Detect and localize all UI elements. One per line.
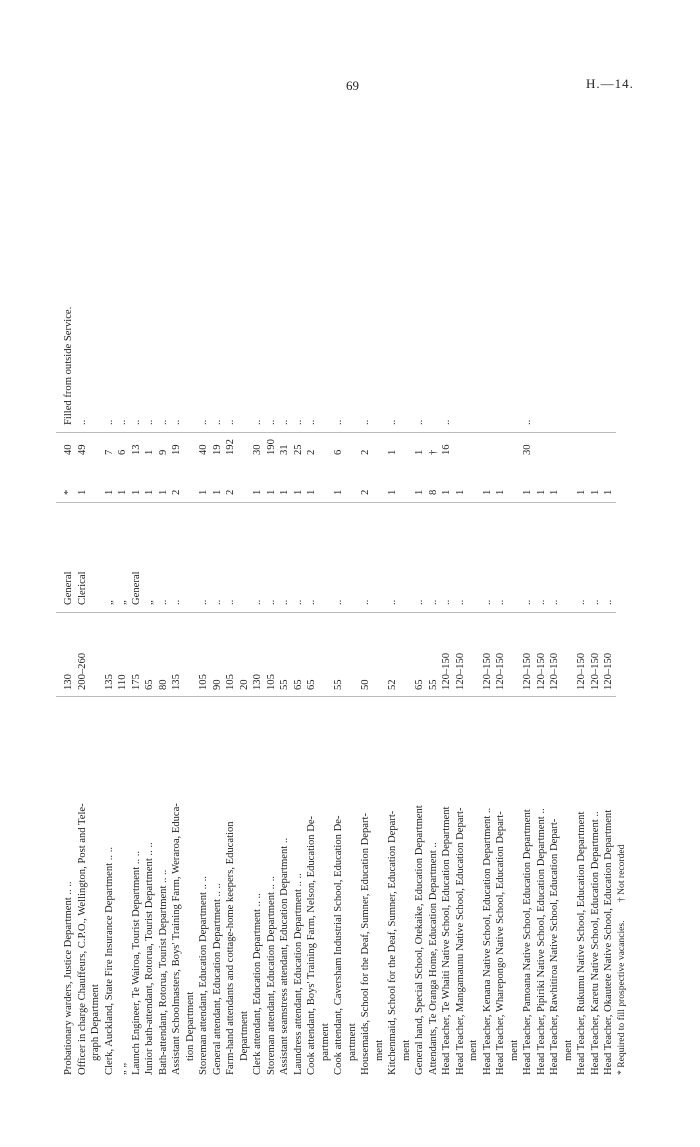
cell-desc: Housemaids, School for the Deaf, Sumner, Education Depart-	[360, 813, 371, 1075]
cell-desc: Head Teacher, Rukumu Native School, Education Department	[576, 811, 587, 1075]
table-row	[197, 215, 211, 1075]
cell-rem: ..	[225, 419, 236, 425]
cell-rem: ..	[252, 419, 263, 425]
table-row	[359, 215, 373, 1075]
cell-desc: Officer in charge Chauffeurs, C.P.O., Wellington, Post and Tele-	[76, 803, 88, 1075]
table-row	[508, 215, 522, 1075]
cell-sal: 65	[292, 679, 304, 690]
table-row	[292, 215, 306, 1075]
cell-cls: ..	[292, 599, 304, 605]
cell-rem: ..	[265, 419, 277, 425]
cell-sal: 120–150	[576, 652, 587, 690]
cell-sal: 65	[306, 679, 317, 690]
cell-sal: 120–150	[481, 652, 493, 690]
cell-app: 19	[171, 444, 182, 455]
cell-desc: Head Teacher, Karetu Native School, Education Department ..	[589, 811, 601, 1075]
cell-cls: ..	[495, 599, 506, 605]
cell-desc: ment	[562, 1039, 574, 1061]
cell-desc: Bath-attendant, Rotorua, Tourist Department .. ..	[157, 869, 169, 1075]
cell-desc: Head Teacher, Kenana Native School, Education Department ..	[481, 807, 493, 1075]
cell-app: †	[427, 449, 439, 455]
cell-cls: „	[103, 600, 115, 605]
table-row	[238, 215, 252, 1075]
cell-st: 1	[292, 489, 304, 495]
cell-st: *	[63, 489, 74, 495]
cell-st: 1	[279, 489, 290, 495]
cell-app: 31	[279, 444, 290, 455]
cell-st: 1	[198, 489, 209, 495]
cell-sal: 105	[198, 674, 209, 690]
page-number: 69	[346, 78, 359, 93]
table-row	[76, 215, 90, 1075]
cell-desc: Clerk attendant, Education Department .. ..	[252, 893, 263, 1075]
footnote-vacancies: * Required to fill prospective vacancies.	[616, 920, 627, 1075]
table-row	[332, 215, 346, 1075]
cell-desc: Head Teacher, Okautete Native School, Education Department	[603, 809, 614, 1075]
cell-rem: ..	[198, 419, 209, 425]
cell-rem: ..	[130, 419, 142, 425]
cell-cls: ..	[279, 599, 290, 605]
cell-desc: graph Department	[90, 984, 101, 1061]
cell-app: 190	[265, 439, 277, 455]
cell-st: 1	[495, 489, 506, 495]
cell-desc: Storeman attendant, Education Department .. ..	[198, 876, 209, 1075]
cell-desc: tion Department	[184, 991, 196, 1061]
document-reference: H.—14.	[586, 76, 634, 91]
cell-st: 1	[535, 489, 547, 495]
cell-app: 1	[414, 449, 425, 455]
cell-st: 1	[603, 489, 614, 495]
cell-sal: 130	[252, 674, 263, 690]
cell-rem: ..	[360, 419, 371, 425]
cell-st: 1	[576, 489, 587, 495]
cell-sal: 50	[360, 679, 371, 690]
table-row	[602, 215, 616, 1075]
cell-sal: 135	[103, 674, 115, 690]
table-row	[454, 215, 468, 1075]
cell-app: 30	[252, 444, 263, 455]
cell-desc: ment	[400, 1039, 412, 1061]
cell-desc: Assistant Schoolmasters, Boys' Training Farm, Weraroa, Educa-	[171, 803, 182, 1075]
table-row	[251, 215, 265, 1075]
cell-st: 1	[441, 489, 452, 495]
cell-sal: 120–150	[549, 652, 560, 690]
cell-app: 7	[103, 449, 115, 455]
cell-sal: 110	[117, 674, 128, 690]
cell-st: 1	[306, 489, 317, 495]
cell-cls: ..	[252, 599, 263, 605]
cell-desc: Head Teacher, Pipiriki Native School, Education Department ..	[535, 808, 547, 1075]
cell-cls: ..	[157, 599, 169, 605]
cell-cls: ..	[198, 599, 209, 605]
table-row	[305, 215, 319, 1075]
cell-st: 1	[117, 489, 128, 495]
cell-cls: ..	[414, 599, 425, 605]
cell-desc: General hand, Special School, Otekaike, Education Department	[414, 805, 425, 1075]
cell-desc: Head Teacher, Te Whaiti Native School, Education Department	[441, 806, 452, 1075]
cell-desc: Attendants, Te Oranga Home, Education Department ..	[427, 842, 439, 1075]
cell-rem: ..	[171, 419, 182, 425]
cell-rem: ..	[441, 419, 452, 425]
cell-cls: ..	[427, 599, 439, 605]
cell-cls: ..	[481, 599, 493, 605]
cell-cls: ..	[360, 599, 371, 605]
cell-st: 1	[103, 489, 115, 495]
cell-st: 1	[589, 489, 601, 495]
cell-app: 16	[441, 444, 452, 455]
cell-desc: Probationary warders, Justice Department .. ..	[63, 881, 74, 1075]
cell-app: 40	[198, 444, 209, 455]
cell-desc: partment	[319, 1023, 331, 1061]
table-row	[346, 215, 360, 1075]
table-row	[116, 215, 130, 1075]
cell-desc: partment	[346, 1023, 358, 1061]
cell-rem: ..	[211, 419, 223, 425]
cell-st: 1	[481, 489, 493, 495]
cell-cls: ..	[265, 599, 277, 605]
cell-desc: „ „	[117, 1062, 128, 1075]
cell-app: 13	[130, 444, 142, 455]
cell-rem: ..	[333, 419, 344, 425]
cell-st: 1	[454, 489, 466, 495]
cell-sal: 65	[144, 679, 155, 690]
table-row	[562, 215, 576, 1075]
table-row	[386, 215, 400, 1075]
table-row	[265, 215, 279, 1075]
cell-cls: ..	[576, 599, 587, 605]
cell-cls: ..	[171, 599, 182, 605]
cell-desc: Cook attendant, Caversham Industrial School, Education De-	[333, 815, 344, 1075]
table-row	[589, 215, 603, 1075]
cell-sal: 65	[414, 679, 425, 690]
cell-desc: Head Teacher, Rawhitiroa Native School, Education Depart-	[549, 818, 560, 1075]
cell-desc: Junior bath-attendant, Rotorua, Tourist Department .. ..	[144, 842, 155, 1075]
cell-cls: „	[144, 600, 155, 605]
cell-desc: Launch Engineer, Te Wairoa, Tourist Department .. ..	[130, 850, 142, 1075]
table-row	[103, 215, 117, 1075]
table-row	[157, 215, 171, 1075]
cell-cls: ..	[522, 599, 533, 605]
cell-rem: ..	[522, 419, 533, 425]
cell-st: 1	[252, 489, 263, 495]
cell-rem: ..	[279, 419, 290, 425]
cell-desc: Department	[238, 1010, 250, 1061]
cell-app: 6	[333, 449, 344, 455]
cell-sal: 120–150	[603, 652, 614, 690]
table-row	[62, 215, 76, 1075]
cell-cls: ..	[387, 599, 398, 605]
cell-desc: ment	[508, 1039, 520, 1061]
cell-desc: Laundress attendant, Education Department .. ..	[292, 873, 304, 1075]
cell-st: 1	[76, 489, 88, 495]
cell-desc: Head Teacher, Mangamaunu Native School, Education Depart-	[454, 807, 466, 1075]
table-row	[494, 215, 508, 1075]
table-row	[211, 215, 225, 1075]
table-row	[548, 215, 562, 1075]
cell-sal: 90	[211, 679, 223, 690]
rotated-table	[56, 215, 627, 1075]
table-row	[130, 215, 144, 1075]
cell-st: 1	[333, 489, 344, 495]
cell-cls: ..	[225, 599, 236, 605]
cell-rem: ..	[117, 419, 128, 425]
cell-app: 1	[387, 449, 398, 455]
cell-st: 1	[144, 489, 155, 495]
cell-sal: 120–150	[589, 652, 601, 690]
table-row	[400, 215, 414, 1075]
cell-cls: ..	[211, 599, 223, 605]
cell-rem: ..	[157, 419, 169, 425]
cell-st: 2	[225, 489, 236, 495]
cell-st: 1	[414, 489, 425, 495]
cell-st: 1	[211, 489, 223, 495]
table-row	[575, 215, 589, 1075]
cell-desc: Head Teacher, Wharepongo Native School, Education Depart-	[495, 811, 506, 1075]
cell-st: 2	[171, 489, 182, 495]
cell-desc: Clerk, Auckland, State Fire Insurance Department .. ..	[103, 847, 115, 1075]
cell-desc: Head Teacher, Pamoana Native School, Education Department	[522, 809, 533, 1075]
cell-cls: ..	[333, 599, 344, 605]
cell-sal: 120–150	[441, 652, 452, 690]
cell-rem: Filled from outside Service.	[63, 306, 74, 425]
cell-desc: Kitchenmaid, School for the Deaf, Sumner, Education Depart-	[387, 810, 398, 1075]
cell-sal: 52	[387, 679, 398, 690]
cell-sal: 80	[157, 679, 169, 690]
table-row	[440, 215, 454, 1075]
cell-desc: Assistant seamstress attendant, Education Department ..	[279, 837, 290, 1075]
cell-sal: 135	[171, 674, 182, 690]
cell-app: 30	[522, 444, 533, 455]
cell-app: 9	[157, 449, 169, 455]
cell-rem: ..	[76, 419, 88, 425]
cell-app: 6	[117, 449, 128, 455]
cell-st: 1	[265, 489, 277, 495]
cell-st: 1	[387, 489, 398, 495]
cell-app: 1	[144, 449, 155, 455]
table-row	[467, 215, 481, 1075]
cell-st: 1	[157, 489, 169, 495]
cell-sal: 200–260	[76, 652, 88, 690]
cell-rem: ..	[306, 419, 317, 425]
footnotes	[616, 829, 627, 1075]
table-row	[143, 215, 157, 1075]
cell-desc: ment	[468, 1039, 479, 1061]
cell-sal: 105	[225, 674, 236, 690]
cell-rem: ..	[144, 419, 155, 425]
cell-cls: ..	[454, 599, 466, 605]
cell-sal: 55	[333, 679, 344, 690]
cell-sal: 20	[238, 679, 250, 690]
cell-app: 2	[360, 449, 371, 455]
cell-sal: 55	[427, 679, 439, 690]
cell-st: 1	[522, 489, 533, 495]
cell-app: 19	[211, 444, 223, 455]
cell-cls: General	[130, 571, 142, 605]
cell-cls: ..	[535, 599, 547, 605]
cell-desc: Cook attendant, Boys' Training Farm, Nelson, Education De-	[306, 815, 317, 1075]
cell-rem: ..	[292, 419, 304, 425]
cell-sal: 130	[63, 674, 74, 690]
cell-app: 40	[63, 444, 74, 455]
cell-cls: Clerical	[76, 571, 88, 605]
table-row	[319, 215, 333, 1075]
cell-sal: 120–150	[454, 652, 466, 690]
cell-app: 49	[76, 444, 88, 455]
table-row	[184, 215, 198, 1075]
table-row	[278, 215, 292, 1075]
cell-st: 8	[427, 489, 439, 495]
cell-app: 25	[292, 444, 304, 455]
cell-desc: ment	[373, 1039, 385, 1061]
cell-sal: 175	[130, 674, 142, 690]
cell-sal: 120–150	[495, 652, 506, 690]
cell-rem: ..	[387, 419, 398, 425]
cell-sal: 120–150	[522, 652, 533, 690]
table-row	[427, 215, 441, 1075]
cell-rem: ..	[414, 419, 425, 425]
cell-cls: ..	[441, 599, 452, 605]
cell-desc: Farm-hand attendants and cottage-home keepers, Education	[225, 821, 236, 1075]
cell-st: 2	[360, 489, 371, 495]
cell-app: 192	[225, 439, 236, 455]
cell-cls: General	[63, 571, 74, 605]
cell-sal: 120–150	[535, 652, 547, 690]
table-row	[413, 215, 427, 1075]
cell-cls: ..	[589, 599, 601, 605]
cell-cls: ..	[603, 599, 614, 605]
table-row	[170, 215, 184, 1075]
cell-sal: 105	[265, 674, 277, 690]
table-row	[535, 215, 549, 1075]
cell-st: 1	[549, 489, 560, 495]
cell-sal: 55	[279, 679, 290, 690]
cell-app: 2	[306, 449, 317, 455]
cell-st: 1	[130, 489, 142, 495]
table-row	[373, 215, 387, 1075]
table-row	[89, 215, 103, 1075]
cell-desc: Storeman attendant, Education Department .. ..	[265, 876, 277, 1075]
table-row	[481, 215, 495, 1075]
cell-cls: ..	[549, 599, 560, 605]
table-row	[224, 215, 238, 1075]
cell-cls: „	[117, 600, 128, 605]
cell-rem: ..	[103, 419, 115, 425]
cell-desc: General attendant, Education Department .. ..	[211, 883, 223, 1075]
footnote-not-recorded: † Not recorded	[616, 844, 627, 903]
cell-cls: ..	[306, 599, 317, 605]
table-row	[521, 215, 535, 1075]
